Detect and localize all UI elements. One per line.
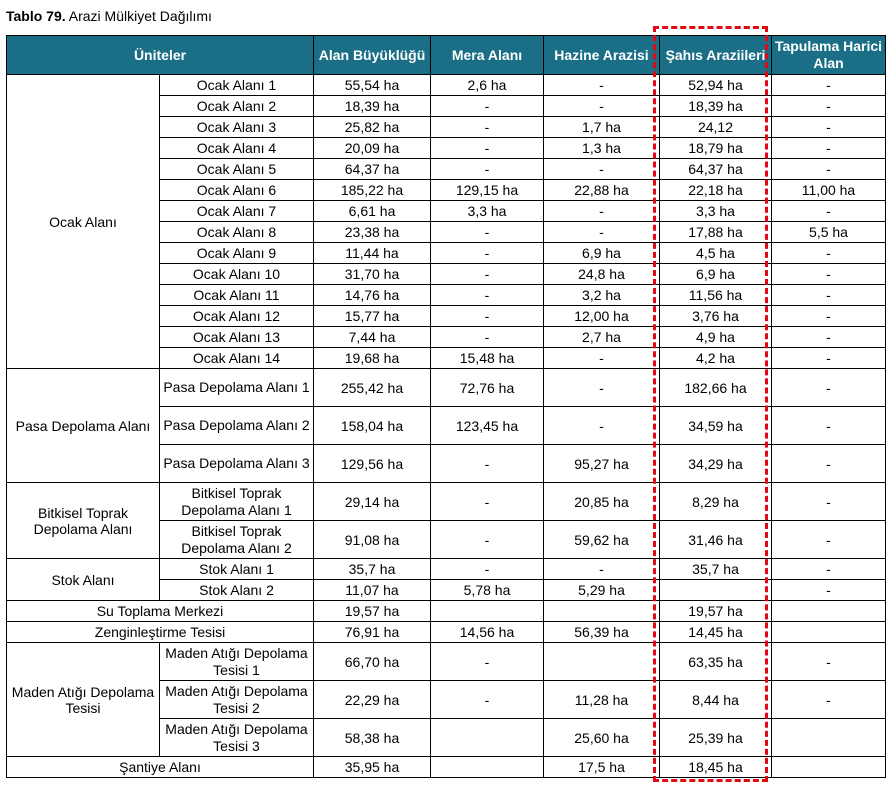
private-cell: 182,66 ha bbox=[660, 369, 772, 407]
private-cell: 6,9 ha bbox=[660, 264, 772, 285]
pasture-cell: - bbox=[431, 222, 544, 243]
pasture-cell: 5,78 ha bbox=[431, 580, 544, 601]
unregistered-cell: - bbox=[772, 559, 886, 580]
pasture-cell bbox=[431, 757, 544, 778]
unregistered-cell: - bbox=[772, 75, 886, 96]
unit-group-cell: Zenginleştirme Tesisi bbox=[7, 622, 314, 643]
area-cell: 14,76 ha bbox=[314, 285, 431, 306]
private-cell: 17,88 ha bbox=[660, 222, 772, 243]
private-cell: 24,12 bbox=[660, 117, 772, 138]
private-cell: 34,29 ha bbox=[660, 445, 772, 483]
unit-group-cell: Şantiye Alanı bbox=[7, 757, 314, 778]
unregistered-cell: - bbox=[772, 643, 886, 681]
table-caption bbox=[6, 8, 212, 24]
treasury-cell: - bbox=[544, 369, 660, 407]
area-cell: 129,56 ha bbox=[314, 445, 431, 483]
treasury-cell: 1,7 ha bbox=[544, 117, 660, 138]
treasury-cell: 59,62 ha bbox=[544, 521, 660, 559]
pasture-cell: - bbox=[431, 264, 544, 285]
unregistered-cell: - bbox=[772, 445, 886, 483]
area-cell: 158,04 ha bbox=[314, 407, 431, 445]
header-treasury: Hazine Arazisi bbox=[544, 36, 660, 75]
unregistered-cell: - bbox=[772, 407, 886, 445]
unit-group-cell: Su Toplama Merkezi bbox=[7, 601, 314, 622]
treasury-cell: 2,7 ha bbox=[544, 327, 660, 348]
unit-group-cell: Pasa Depolama Alanı bbox=[7, 369, 160, 483]
caption-text: Arazi Mülkiyet Dağılımı bbox=[65, 8, 212, 24]
unregistered-cell: - bbox=[772, 483, 886, 521]
pasture-cell: - bbox=[431, 306, 544, 327]
private-cell: 3,3 ha bbox=[660, 201, 772, 222]
pasture-cell: 123,45 ha bbox=[431, 407, 544, 445]
unregistered-cell: - bbox=[772, 285, 886, 306]
unit-group-cell: Bitkisel Toprak Depolama Alanı bbox=[7, 483, 160, 559]
sub-unit-cell: Ocak Alanı 2 bbox=[160, 96, 314, 117]
pasture-cell: 129,15 ha bbox=[431, 180, 544, 201]
area-cell: 55,54 ha bbox=[314, 75, 431, 96]
treasury-cell: - bbox=[544, 159, 660, 180]
unregistered-cell: - bbox=[772, 243, 886, 264]
unregistered-cell: - bbox=[772, 521, 886, 559]
area-cell: 25,82 ha bbox=[314, 117, 431, 138]
table-row bbox=[7, 75, 886, 96]
area-cell: 76,91 ha bbox=[314, 622, 431, 643]
table-row bbox=[7, 559, 886, 580]
treasury-cell: 25,60 ha bbox=[544, 719, 660, 757]
header-area: Alan Büyüklüğü bbox=[314, 36, 431, 75]
area-cell: 23,38 ha bbox=[314, 222, 431, 243]
sub-unit-cell: Ocak Alanı 5 bbox=[160, 159, 314, 180]
sub-unit-cell: Ocak Alanı 1 bbox=[160, 75, 314, 96]
sub-unit-cell: Ocak Alanı 9 bbox=[160, 243, 314, 264]
sub-unit-cell: Bitkisel Toprak Depolama Alanı 1 bbox=[160, 483, 314, 521]
treasury-cell: - bbox=[544, 222, 660, 243]
treasury-cell: 6,9 ha bbox=[544, 243, 660, 264]
area-cell: 6,61 ha bbox=[314, 201, 431, 222]
treasury-cell: - bbox=[544, 201, 660, 222]
table-body bbox=[7, 75, 886, 778]
sub-unit-cell: Ocak Alanı 12 bbox=[160, 306, 314, 327]
private-cell: 4,9 ha bbox=[660, 327, 772, 348]
unregistered-cell: - bbox=[772, 369, 886, 407]
unregistered-cell: - bbox=[772, 96, 886, 117]
pasture-cell: 2,6 ha bbox=[431, 75, 544, 96]
unregistered-cell: - bbox=[772, 327, 886, 348]
pasture-cell: - bbox=[431, 159, 544, 180]
pasture-cell: - bbox=[431, 285, 544, 306]
unit-group-cell: Ocak Alanı bbox=[7, 75, 160, 369]
header-private: Şahıs Araziileri bbox=[660, 36, 772, 75]
land-ownership-table bbox=[6, 35, 886, 778]
unregistered-cell bbox=[772, 757, 886, 778]
header-units: Üniteler bbox=[7, 36, 314, 75]
sub-unit-cell: Maden Atığı Depolama Tesisi 1 bbox=[160, 643, 314, 681]
unregistered-cell: - bbox=[772, 348, 886, 369]
private-cell: 18,79 ha bbox=[660, 138, 772, 159]
unregistered-cell bbox=[772, 719, 886, 757]
private-cell: 4,2 ha bbox=[660, 348, 772, 369]
table-row bbox=[7, 622, 886, 643]
treasury-cell: 24,8 ha bbox=[544, 264, 660, 285]
area-cell: 66,70 ha bbox=[314, 643, 431, 681]
area-cell: 19,57 ha bbox=[314, 601, 431, 622]
unregistered-cell: - bbox=[772, 580, 886, 601]
unregistered-cell: 5,5 ha bbox=[772, 222, 886, 243]
private-cell: 31,46 ha bbox=[660, 521, 772, 559]
unregistered-cell: - bbox=[772, 264, 886, 285]
sub-unit-cell: Bitkisel Toprak Depolama Alanı 2 bbox=[160, 521, 314, 559]
pasture-cell: - bbox=[431, 681, 544, 719]
pasture-cell: - bbox=[431, 521, 544, 559]
private-cell: 18,39 ha bbox=[660, 96, 772, 117]
area-cell: 64,37 ha bbox=[314, 159, 431, 180]
caption-label: Tablo 79. bbox=[6, 8, 66, 24]
pasture-cell: - bbox=[431, 117, 544, 138]
private-cell: 18,45 ha bbox=[660, 757, 772, 778]
unregistered-cell: - bbox=[772, 201, 886, 222]
unregistered-cell: - bbox=[772, 159, 886, 180]
pasture-cell: - bbox=[431, 243, 544, 264]
header-row bbox=[7, 36, 886, 75]
pasture-cell bbox=[431, 601, 544, 622]
treasury-cell: 95,27 ha bbox=[544, 445, 660, 483]
area-cell: 11,07 ha bbox=[314, 580, 431, 601]
treasury-cell: 56,39 ha bbox=[544, 622, 660, 643]
area-cell: 35,95 ha bbox=[314, 757, 431, 778]
treasury-cell: - bbox=[544, 559, 660, 580]
sub-unit-cell: Ocak Alanı 13 bbox=[160, 327, 314, 348]
pasture-cell: - bbox=[431, 138, 544, 159]
treasury-cell: 22,88 ha bbox=[544, 180, 660, 201]
area-cell: 35,7 ha bbox=[314, 559, 431, 580]
area-cell: 7,44 ha bbox=[314, 327, 431, 348]
pasture-cell: - bbox=[431, 559, 544, 580]
treasury-cell: - bbox=[544, 407, 660, 445]
pasture-cell: - bbox=[431, 483, 544, 521]
area-cell: 15,77 ha bbox=[314, 306, 431, 327]
pasture-cell: - bbox=[431, 327, 544, 348]
area-cell: 185,22 ha bbox=[314, 180, 431, 201]
treasury-cell: 3,2 ha bbox=[544, 285, 660, 306]
treasury-cell: - bbox=[544, 348, 660, 369]
treasury-cell: 12,00 ha bbox=[544, 306, 660, 327]
private-cell: 19,57 ha bbox=[660, 601, 772, 622]
pasture-cell: - bbox=[431, 96, 544, 117]
sub-unit-cell: Stok Alanı 2 bbox=[160, 580, 314, 601]
sub-unit-cell: Ocak Alanı 11 bbox=[160, 285, 314, 306]
treasury-cell: 1,3 ha bbox=[544, 138, 660, 159]
area-cell: 18,39 ha bbox=[314, 96, 431, 117]
private-cell: 35,7 ha bbox=[660, 559, 772, 580]
header-pasture: Mera Alanı bbox=[431, 36, 544, 75]
sub-unit-cell: Ocak Alanı 3 bbox=[160, 117, 314, 138]
private-cell: 22,18 ha bbox=[660, 180, 772, 201]
header-unregistered: Tapulama Harici Alan bbox=[772, 36, 886, 75]
private-cell: 11,56 ha bbox=[660, 285, 772, 306]
private-cell: 8,29 ha bbox=[660, 483, 772, 521]
sub-unit-cell: Pasa Depolama Alanı 1 bbox=[160, 369, 314, 407]
pasture-cell: - bbox=[431, 643, 544, 681]
pasture-cell: 3,3 ha bbox=[431, 201, 544, 222]
private-cell: 8,44 ha bbox=[660, 681, 772, 719]
unregistered-cell: - bbox=[772, 117, 886, 138]
private-cell: 3,76 ha bbox=[660, 306, 772, 327]
pasture-cell: 72,76 ha bbox=[431, 369, 544, 407]
area-cell: 255,42 ha bbox=[314, 369, 431, 407]
unregistered-cell: 11,00 ha bbox=[772, 180, 886, 201]
table-row bbox=[7, 369, 886, 407]
private-cell bbox=[660, 580, 772, 601]
treasury-cell: 11,28 ha bbox=[544, 681, 660, 719]
private-cell: 4,5 ha bbox=[660, 243, 772, 264]
treasury-cell bbox=[544, 643, 660, 681]
table-row bbox=[7, 601, 886, 622]
area-cell: 29,14 ha bbox=[314, 483, 431, 521]
unit-group-cell: Maden Atığı Depolama Tesisi bbox=[7, 643, 160, 757]
treasury-cell: 5,29 ha bbox=[544, 580, 660, 601]
unregistered-cell: - bbox=[772, 306, 886, 327]
pasture-cell: 15,48 ha bbox=[431, 348, 544, 369]
sub-unit-cell: Ocak Alanı 8 bbox=[160, 222, 314, 243]
pasture-cell: 14,56 ha bbox=[431, 622, 544, 643]
sub-unit-cell: Maden Atığı Depolama Tesisi 2 bbox=[160, 681, 314, 719]
sub-unit-cell: Ocak Alanı 10 bbox=[160, 264, 314, 285]
area-cell: 91,08 ha bbox=[314, 521, 431, 559]
sub-unit-cell: Pasa Depolama Alanı 2 bbox=[160, 407, 314, 445]
pasture-cell: - bbox=[431, 445, 544, 483]
area-cell: 20,09 ha bbox=[314, 138, 431, 159]
private-cell: 64,37 ha bbox=[660, 159, 772, 180]
table-row bbox=[7, 483, 886, 521]
unregistered-cell bbox=[772, 601, 886, 622]
sub-unit-cell: Pasa Depolama Alanı 3 bbox=[160, 445, 314, 483]
area-cell: 31,70 ha bbox=[314, 264, 431, 285]
treasury-cell: 20,85 ha bbox=[544, 483, 660, 521]
sub-unit-cell: Stok Alanı 1 bbox=[160, 559, 314, 580]
pasture-cell bbox=[431, 719, 544, 757]
table-row bbox=[7, 757, 886, 778]
sub-unit-cell: Ocak Alanı 6 bbox=[160, 180, 314, 201]
area-cell: 11,44 ha bbox=[314, 243, 431, 264]
treasury-cell: - bbox=[544, 75, 660, 96]
area-cell: 58,38 ha bbox=[314, 719, 431, 757]
area-cell: 22,29 ha bbox=[314, 681, 431, 719]
private-cell: 25,39 ha bbox=[660, 719, 772, 757]
unregistered-cell: - bbox=[772, 681, 886, 719]
private-cell: 52,94 ha bbox=[660, 75, 772, 96]
sub-unit-cell: Ocak Alanı 7 bbox=[160, 201, 314, 222]
sub-unit-cell: Maden Atığı Depolama Tesisi 3 bbox=[160, 719, 314, 757]
sub-unit-cell: Ocak Alanı 14 bbox=[160, 348, 314, 369]
private-cell: 34,59 ha bbox=[660, 407, 772, 445]
unregistered-cell: - bbox=[772, 138, 886, 159]
sub-unit-cell: Ocak Alanı 4 bbox=[160, 138, 314, 159]
treasury-cell: - bbox=[544, 96, 660, 117]
treasury-cell bbox=[544, 601, 660, 622]
private-cell: 63,35 ha bbox=[660, 643, 772, 681]
treasury-cell: 17,5 ha bbox=[544, 757, 660, 778]
private-cell: 14,45 ha bbox=[660, 622, 772, 643]
unit-group-cell: Stok Alanı bbox=[7, 559, 160, 601]
area-cell: 19,68 ha bbox=[314, 348, 431, 369]
unregistered-cell bbox=[772, 622, 886, 643]
table-row bbox=[7, 643, 886, 681]
